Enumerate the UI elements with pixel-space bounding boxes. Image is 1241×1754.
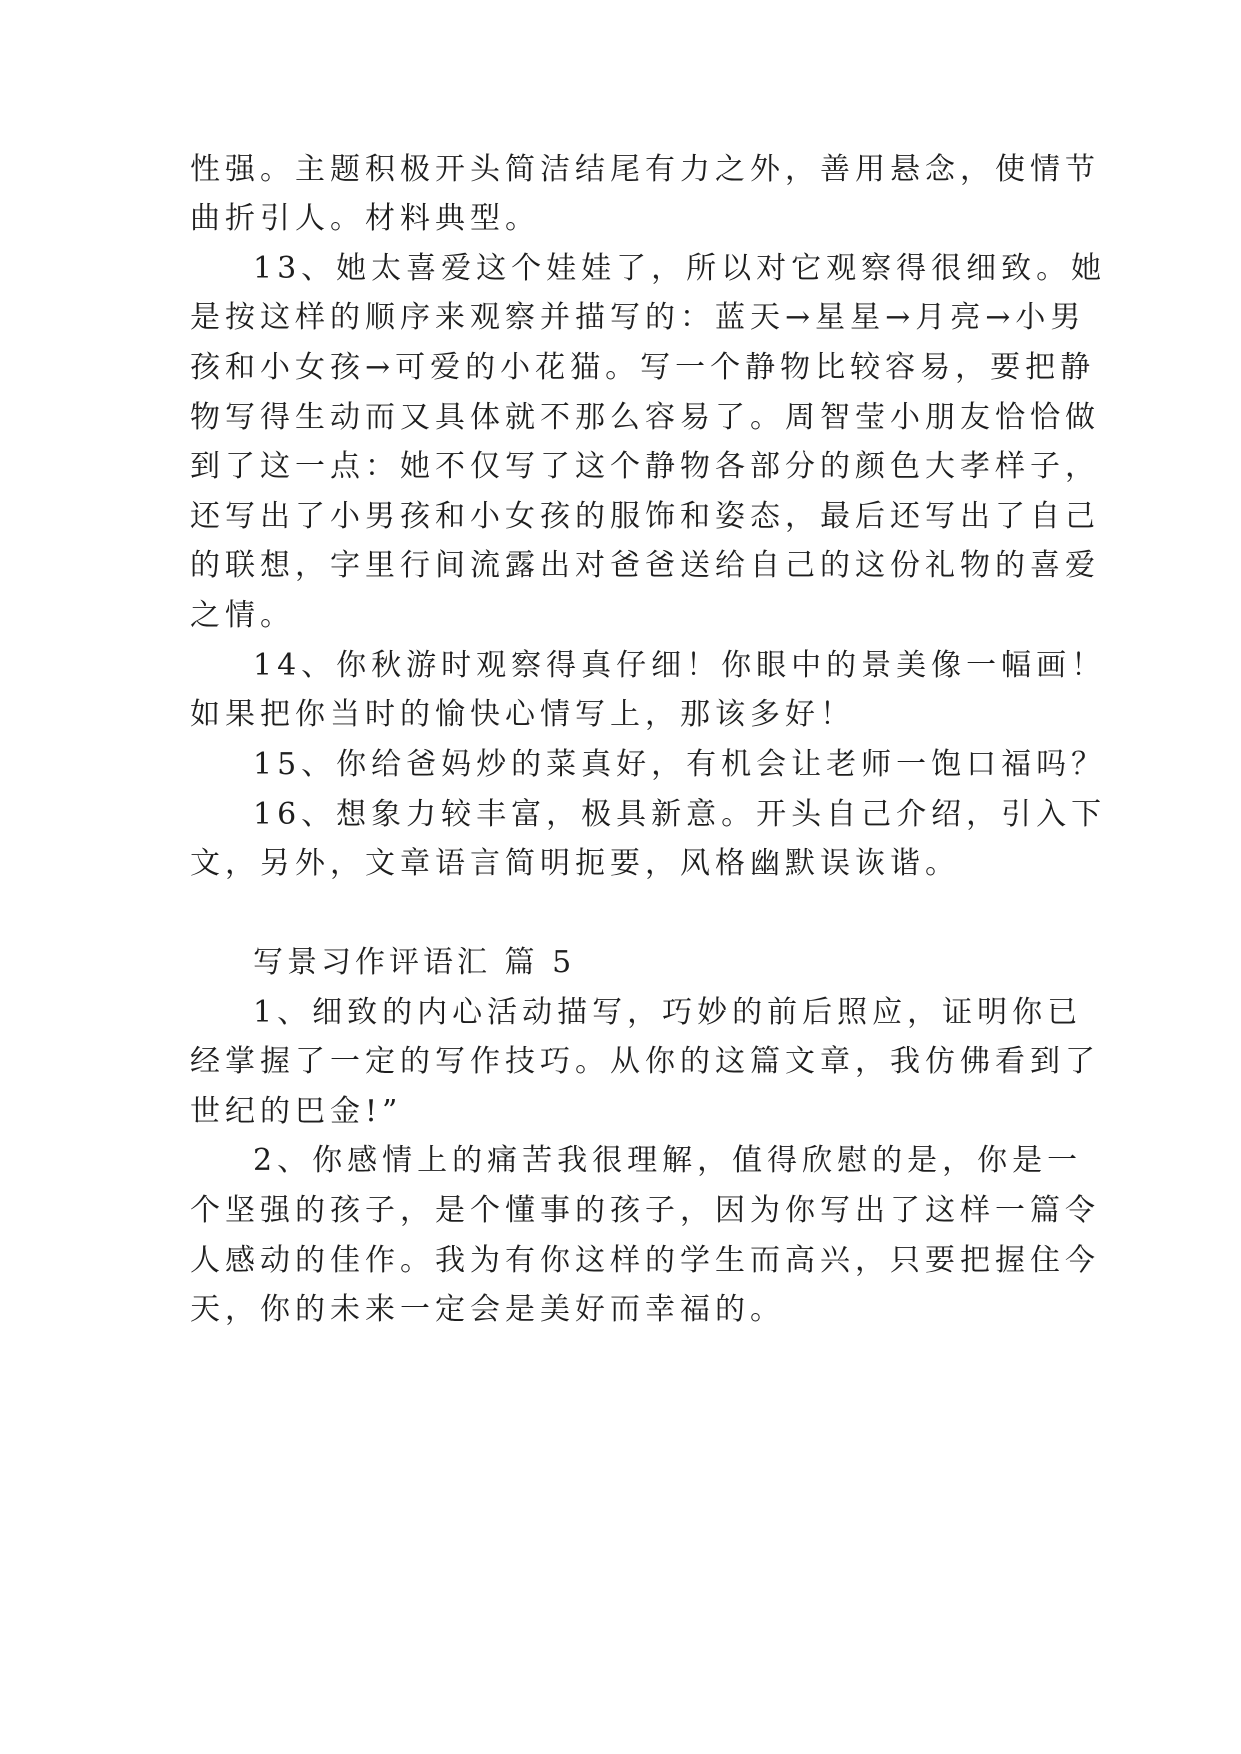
paragraph-line: 如果把你当时的愉快心情写上，那该多好！ [190,697,855,732]
paragraph-line: 世纪的巴金!” [190,1094,403,1129]
paragraph-line: 之情。 [190,598,295,633]
paragraph-line: 是按这样的顺序来观察并描写的：蓝天→星星→月亮→小男 [190,300,1086,335]
paragraph-line: 1、细致的内心活动描写，巧妙的前后照应，证明你已 [253,995,1083,1030]
paragraph-line: 到了这一点：她不仅写了这个静物各部分的颜色大孝样子， [190,449,1100,484]
paragraph-line: 物写得生动而又具体就不那么容易了。周智莹小朋友恰恰做 [190,400,1100,435]
paragraph-line: 人感动的佳作。我为有你这样的学生而高兴，只要把握住今 [190,1243,1100,1278]
paragraph-line: 16、想象力较丰富，极具新意。开头自己介绍，引入下 [253,797,1107,832]
paragraph-line: 14、你秋游时观察得真仔细！你眼中的景美像一幅画！ [253,648,1107,683]
paragraph-line: 经掌握了一定的写作技巧。从你的这篇文章，我仿佛看到了 [190,1044,1100,1079]
paragraph-line: 孩和小女孩→可爱的小花猫。写一个静物比较容易，要把静 [190,350,1096,385]
paragraph-line: 13、她太喜爱这个娃娃了，所以对它观察得很细致。她 [253,251,1107,286]
paragraph-line: 天，你的未来一定会是美好而幸福的。 [190,1292,785,1327]
paragraph-line: 个坚强的孩子，是个懂事的孩子，因为你写出了这样一篇令 [190,1193,1100,1228]
paragraph-line: 的联想，字里行间流露出对爸爸送给自己的这份礼物的喜爱 [190,548,1100,583]
paragraph-line: 文，另外，文章语言简明扼要，风格幽默误诙谐。 [190,846,960,881]
section-heading: 写景习作评语汇 篇 5 [253,945,576,980]
paragraph-line: 2、你感情上的痛苦我很理解，值得欣慰的是，你是一 [253,1143,1083,1178]
paragraph-line: 曲折引人。材料典型。 [190,201,540,236]
paragraph-line: 还写出了小男孩和小女孩的服饰和姿态，最后还写出了自己 [190,499,1100,534]
paragraph-line: 性强。主题积极开头简洁结尾有力之外，善用悬念，使情节 [190,152,1100,187]
paragraph-line: 15、你给爸妈炒的菜真好，有机会让老师一饱口福吗？ [253,747,1107,782]
